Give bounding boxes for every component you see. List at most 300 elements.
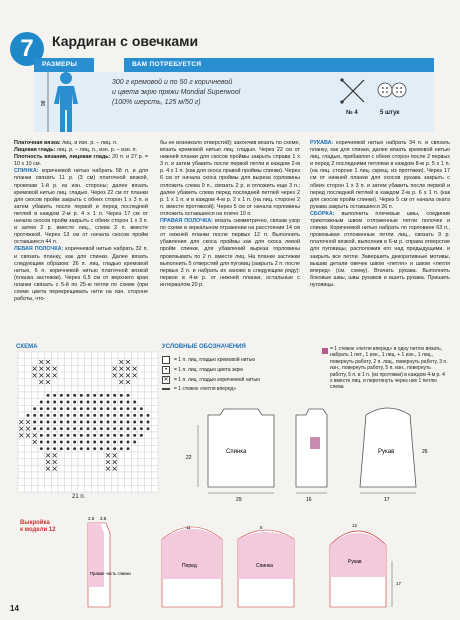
- chart-ecru-dot: [107, 414, 110, 417]
- chart-ecru-dot: [107, 434, 110, 437]
- chart-ecru-dot: [47, 421, 50, 424]
- sleeves-text: коричневой нитью набрать 34 п. и связать планку, как для спинки, далее вязать кремовой нитью лиц. гладью, прибавляя с обеих сторон после 2 первых и перед 2 последними петлями в каждом 8-м р. 5 х 1 п. (на лиц. стороне 1 лиц. скрещ. из протяжки). Через 17 см от нижней планки для скосов рукава закрыть с обеих сторон 1 х 3 п. и затем убавить после первой и перед последней петлей в каждом 2-м р. 6 х 1 п. (как для скосов пройм спинки). Через 5 см от начала окатa рукава закрыть оставшиеся 26 п.: [310, 140, 450, 210]
- chart-cell: [131, 479, 138, 486]
- chart-ecru-dot: [67, 421, 70, 424]
- sleeve-piece-label: Рукав: [348, 559, 362, 565]
- chart-ecru-dot: [67, 447, 70, 450]
- chart-cell: [78, 365, 85, 372]
- chart-ecru-dot: [47, 434, 50, 437]
- chart-cell: [138, 399, 145, 406]
- chart-cell: [98, 452, 105, 459]
- chart-cell: [58, 459, 65, 466]
- chart-ecru-dot: [60, 434, 63, 437]
- chart-ecru-dot: [120, 427, 123, 430]
- chart-cell: [105, 479, 112, 486]
- materials-header: [34, 58, 434, 72]
- chart-cell: [145, 359, 152, 366]
- chart-cell: [145, 485, 152, 492]
- chart-cell: [118, 472, 125, 479]
- chart-cell: [131, 472, 138, 479]
- model-height-label: 98: [41, 100, 47, 106]
- chart-cell: [85, 352, 92, 359]
- chart-ecru-dot: [127, 421, 130, 424]
- chart-cell: [145, 459, 152, 466]
- chart-cell: [31, 459, 38, 466]
- chart-ecru-dot: [133, 401, 136, 404]
- legend-row-brown: [162, 376, 260, 384]
- chart-cell: [65, 352, 72, 359]
- chart-cell: [105, 359, 112, 366]
- chart-cell: [65, 452, 72, 459]
- chart-cell: [145, 432, 152, 439]
- materials-tag: ВАМ ПОТРЕБУЕТСЯ: [124, 58, 434, 72]
- chart-ecru-dot: [120, 434, 123, 437]
- chart-cell: [105, 365, 112, 372]
- chart-cell: [98, 365, 105, 372]
- chart-cell: [98, 459, 105, 466]
- chart-ecru-dot: [133, 434, 136, 437]
- chart-ecru-dot: [87, 427, 90, 430]
- chart-cell: [138, 379, 145, 386]
- chart-cell: [38, 472, 45, 479]
- chart-ecru-dot: [93, 447, 96, 450]
- chart-cell: [18, 405, 25, 412]
- chart-cell: [118, 452, 125, 459]
- bobble-swatch: [322, 348, 328, 354]
- chart-cell: [138, 352, 145, 359]
- chart-cell: [138, 479, 145, 486]
- chart-cell: [125, 485, 132, 492]
- chart-cell: [91, 352, 98, 359]
- stockinette-text: лиц. р. – лиц. п., изн. р. – изн. п.: [55, 147, 138, 154]
- chart-ecru-dot: [73, 401, 76, 404]
- chart-cell: [111, 479, 118, 486]
- chart-cell: [98, 472, 105, 479]
- chart-ecru-dot: [73, 441, 76, 444]
- chart-cell: [65, 359, 72, 366]
- garter-text: лиц. и изн. р. – лиц. п.: [60, 140, 118, 146]
- chart-cell: [31, 379, 38, 386]
- chart-cell: [25, 472, 32, 479]
- chart-cell: [118, 352, 125, 359]
- chart-cell: [98, 359, 105, 366]
- chart-cell: [98, 465, 105, 472]
- chart-ecru-dot: [120, 401, 123, 404]
- chart-cell: [45, 479, 52, 486]
- chart-cell: [38, 392, 45, 399]
- chart-ecru-dot: [33, 427, 36, 430]
- chart-cell: [98, 485, 105, 492]
- chart-cell: [91, 465, 98, 472]
- chart-cell: [58, 372, 65, 379]
- chart-ecru-dot: [47, 427, 50, 430]
- chart-ecru-dot: [53, 447, 56, 450]
- chart-ecru-dot: [140, 421, 143, 424]
- chart-cell: [145, 372, 152, 379]
- chart-cell: [118, 465, 125, 472]
- chart-label: СХЕМА: [16, 344, 38, 350]
- legend-text-brown: = 1 п. лиц. гладью коричневой нитью: [174, 377, 260, 383]
- chart-ecru-dot: [67, 401, 70, 404]
- chart-cell: [78, 385, 85, 392]
- chart-ecru-dot: [127, 407, 130, 410]
- pattern-label-line-1: Выкройка: [20, 520, 50, 526]
- legend-swatch-brown: ✕: [163, 377, 169, 383]
- buttons-icon: [375, 78, 409, 102]
- chart-cell: [71, 452, 78, 459]
- chart-cell: [111, 379, 118, 386]
- chart-ecru-dot: [40, 401, 43, 404]
- chart-ecru-dot: [93, 421, 96, 424]
- chart-ecru-dot: [93, 401, 96, 404]
- chart-ecru-dot: [67, 427, 70, 430]
- chart-cell: [58, 485, 65, 492]
- chart-cell: [105, 385, 112, 392]
- chart-ecru-dot: [73, 394, 76, 397]
- chart-ecru-dot: [47, 447, 50, 450]
- chart-cell: [25, 465, 32, 472]
- chart-cell: [91, 372, 98, 379]
- chart-cell: [85, 359, 92, 366]
- chart-cell: [25, 439, 32, 446]
- chart-ecru-dot: [80, 447, 83, 450]
- chart-cell: [105, 485, 112, 492]
- chart-ecru-dot: [100, 414, 103, 417]
- chart-cell: [25, 399, 32, 406]
- chart-cell: [145, 385, 152, 392]
- chart-ecru-dot: [73, 447, 76, 450]
- chart-cell: [111, 352, 118, 359]
- chart-ecru-dot: [107, 447, 110, 450]
- chart-ecru-dot: [87, 401, 90, 404]
- chart-ecru-dot: [33, 407, 36, 410]
- chart-ecru-dot: [127, 434, 130, 437]
- chart-cell: [151, 452, 158, 459]
- chart-cell: [85, 472, 92, 479]
- chart-cell: [65, 372, 72, 379]
- chart-cell: [51, 352, 58, 359]
- chart-cell: [151, 445, 158, 452]
- chart-cell: [138, 439, 145, 446]
- chart-cell: [151, 425, 158, 432]
- chart-ecru-dot: [127, 394, 130, 397]
- chart-cell: [131, 352, 138, 359]
- chart-ecru-dot: [60, 427, 63, 430]
- instructions-column-1: [14, 140, 148, 303]
- chart-cell: [85, 459, 92, 466]
- chart-cell: [85, 465, 92, 472]
- chart-ecru-dot: [93, 427, 96, 430]
- assembly-text: выполнить плечевые швы, соединив трикотажным швом отложенные петли полочек и спинки. Коричневой нитью набрать по горловине 63 п., провязывая отложенные петли лиц., связать 9 р. платочной вязкой, выполнив в 6-м р. справа отверстие для пуговицы, расположив его над предыдущими, и закрыть все петли. Завершить декоративные мотивы, вышив детали овечек швом «петля» и швом «петля вперед» (см. схему). Втачать рукава. Выполнить боковые швы, швы рукавов и вшить рукава. Пришить пуговицы.: [310, 210, 450, 288]
- chart-ecru-dot: [73, 421, 76, 424]
- left-front-text: коричневой нитью набрать 32 п. и связать планку, как для спинки. Далее вязать следующим образом: 26 п. лиц. гладью кремовой нитью, 6 п. коричневой нитью платочной вязкой (планка застежки). Через 6,5 см от верхнего края планки связать с 5-й по 25-ю петли по схеме (при схеме цвета перекрещивать нити на изн. стороне работы, что-: [14, 246, 148, 303]
- chart-ecru-dot: [133, 407, 136, 410]
- chart-cell: [85, 485, 92, 492]
- chart-cell: [78, 472, 85, 479]
- chart-cell: [25, 405, 32, 412]
- chart-ecru-dot: [93, 414, 96, 417]
- chart-cell: [151, 379, 158, 386]
- chart-ecru-dot: [80, 394, 83, 397]
- chart-cell: [131, 392, 138, 399]
- chart-cell: [131, 485, 138, 492]
- chart-cell: [71, 459, 78, 466]
- chart-ecru-dot: [113, 394, 116, 397]
- chart-ecru-dot: [113, 401, 116, 404]
- front-width-dim: 16: [306, 497, 312, 503]
- chart-cell: [125, 459, 132, 466]
- chart-ecru-dot: [113, 447, 116, 450]
- chart-cell: [18, 385, 25, 392]
- needles-label: № 4: [346, 110, 358, 116]
- chart-cell: [91, 365, 98, 372]
- chart-cell: [91, 459, 98, 466]
- chart-cell: [31, 465, 38, 472]
- chart-ecru-dot: [53, 414, 56, 417]
- chart-cell: [111, 485, 118, 492]
- chart-cell: [51, 379, 58, 386]
- chart-cell: [78, 372, 85, 379]
- dim-5: 5: [260, 525, 263, 530]
- sleeve-height-dim: 26: [422, 449, 428, 455]
- chart-cell: [151, 365, 158, 372]
- sizes-tag: РАЗМЕРЫ: [34, 58, 94, 72]
- chart-ecru-dot: [100, 427, 103, 430]
- chart-cell: [38, 485, 45, 492]
- chart-cell: [98, 352, 105, 359]
- chart-cell: [145, 379, 152, 386]
- chart-cell: [78, 452, 85, 459]
- chart-cell: [45, 472, 52, 479]
- chart-cell: [18, 485, 25, 492]
- chart-ecru-dot: [120, 441, 123, 444]
- chart-cell: [31, 385, 38, 392]
- legend-swatch-stitch: [162, 388, 170, 390]
- chart-ecru-dot: [147, 421, 150, 424]
- chart-cell: [45, 385, 52, 392]
- chart-cell: [58, 352, 65, 359]
- chart-cell: [78, 352, 85, 359]
- chart-ecru-dot: [113, 414, 116, 417]
- chart-ecru-dot: [80, 427, 83, 430]
- chart-cell: [71, 365, 78, 372]
- chart-ecru-dot: [60, 401, 63, 404]
- garment-schematics: [178, 395, 448, 505]
- chart-cell: [45, 352, 52, 359]
- chart-cell: [138, 472, 145, 479]
- chart-cell: [145, 352, 152, 359]
- chart-cell: [25, 392, 32, 399]
- chart-cell: [85, 479, 92, 486]
- chart-ecru-dot: [53, 407, 56, 410]
- instructions-column-2: [160, 140, 300, 289]
- chart-cell: [138, 445, 145, 452]
- stockinette-label: Лицевая гладь:: [14, 147, 56, 154]
- chart-cell: [151, 479, 158, 486]
- chart-cell: [85, 379, 92, 386]
- chart-cell: [98, 379, 105, 386]
- chart-ecru-dot: [100, 434, 103, 437]
- chart-cell: [78, 465, 85, 472]
- chart-cell: [131, 465, 138, 472]
- chart-ecru-dot: [100, 447, 103, 450]
- chart-cell: [18, 372, 25, 379]
- knitting-needles-icon: [338, 76, 368, 106]
- chart-ecru-dot: [60, 407, 63, 410]
- legend-row-cream: [162, 356, 255, 364]
- chart-ecru-dot: [47, 414, 50, 417]
- dim-17: 17: [396, 581, 402, 586]
- chart-cell: [71, 352, 78, 359]
- chart-cell: [98, 372, 105, 379]
- chart-cell: [51, 385, 58, 392]
- back-width-dim: 29: [236, 497, 242, 503]
- chart-cell: [18, 439, 25, 446]
- chart-cell: [91, 485, 98, 492]
- legend-row-stitch: [162, 386, 236, 392]
- chart-cell: [25, 452, 32, 459]
- chart-cell: [51, 472, 58, 479]
- chart-cell: [151, 352, 158, 359]
- chart-cell: [38, 479, 45, 486]
- chart-ecru-dot: [87, 447, 90, 450]
- chart-ecru-dot: [93, 434, 96, 437]
- chart-cell: [138, 359, 145, 366]
- chart-cell: [58, 479, 65, 486]
- chart-cell: [65, 365, 72, 372]
- chart-cell: [91, 379, 98, 386]
- legend-swatch-cream: [162, 356, 170, 364]
- chart-ecru-dot: [40, 414, 43, 417]
- left-front-continued: бы не возникало отверстий); закончив вязать по схеме, вязать кремовой нитью лиц. гладью. Через 22 см от нижней планки для скосов проймы закрыть справа 1 х 3 п. и затем убавить после первой петли в каждом 2-м р. 4 х 1 п. (как для скоса правой проймы спинки). Через 6 см от начала скоса проймы для выреза горловины отложить слева 9 п., связать 2 р. и отложить еще 3 п.; далее убавить слева перед последней петлей через 2 р. 1 х 1 п. и в каждом 4-м р. 2 х 1 п. (на лиц. стороне 2 п. вместе протяжкой). Через 5 см от начала горловины отложить оставшиеся на плечо 10 п.: [160, 140, 300, 217]
- chart-cell: [25, 485, 32, 492]
- chart-ecru-dot: [40, 407, 43, 410]
- chart-cell: [58, 365, 65, 372]
- chart-cell: [78, 479, 85, 486]
- chart-cell: [38, 352, 45, 359]
- chart-ecru-dot: [127, 447, 130, 450]
- chart-cell: [31, 479, 38, 486]
- chart-ecru-dot: [60, 414, 63, 417]
- chart-cell: [31, 452, 38, 459]
- chart-width-label: 21 п.: [72, 494, 86, 500]
- chart-ecru-dot: [100, 394, 103, 397]
- chart-ecru-dot: [133, 421, 136, 424]
- chart-cell: [18, 459, 25, 466]
- chart-cell: [151, 472, 158, 479]
- chart-cell: [31, 472, 38, 479]
- chart-cell: [131, 459, 138, 466]
- chart-ecru-dot: [87, 441, 90, 444]
- chart-cell: [25, 372, 32, 379]
- pattern-pieces: [70, 515, 455, 610]
- chart-cell: [65, 459, 72, 466]
- sleeve-schematic-label: Рукав: [378, 449, 395, 455]
- chart-ecru-dot: [113, 441, 116, 444]
- chart-ecru-dot: [67, 434, 70, 437]
- chart-cell: [145, 465, 152, 472]
- chart-cell: [58, 385, 65, 392]
- chart-cell: [91, 452, 98, 459]
- chart-cell: [18, 399, 25, 406]
- chart-ecru-dot: [107, 421, 110, 424]
- chart-cell: [131, 359, 138, 366]
- chart-ecru-dot: [47, 441, 50, 444]
- chart-ecru-dot: [53, 441, 56, 444]
- chart-cell: [18, 472, 25, 479]
- chart-cell: [18, 379, 25, 386]
- chart-cell: [58, 472, 65, 479]
- chart-cell: [118, 485, 125, 492]
- bobble-instructions: = 1 стежок «петля вперед» и одну петлю вязать, набрать 1 пет., 1 изн., 1 лиц. + 1 изн., 1 лиц., повернуть работу, 2 п. лиц., повернуть работу, 3 п. изн., повернуть работу, 5 п. изн., повернуть работу, 5 п. в 1 п. (из протяжки) в каждом 4-м р. 4 х вместе лиц. и перетянуть через них 1 петлю слева: [330, 346, 448, 391]
- chart-cell: [138, 365, 145, 372]
- chart-cell: [38, 465, 45, 472]
- chart-cell: [71, 372, 78, 379]
- chart-cell: [71, 479, 78, 486]
- chart-cell: [151, 385, 158, 392]
- materials-line-1: 300 г кремовой и по 50 г коричневой: [112, 79, 233, 86]
- chart-cell: [51, 479, 58, 486]
- chart-ecru-dot: [100, 421, 103, 424]
- chart-cell: [125, 452, 132, 459]
- chart-ecru-dot: [113, 434, 116, 437]
- pattern-piece-label: [20, 520, 56, 534]
- chart-cell: [18, 359, 25, 366]
- materials-text: [112, 78, 322, 108]
- chart-cell: [58, 379, 65, 386]
- chart-cell: [65, 385, 72, 392]
- buttons-label: 5 штук: [380, 110, 400, 116]
- garter-label: Платочная вязка:: [14, 140, 61, 146]
- legend-text-cream: = 1 п. лиц. гладью кремовой нитью: [174, 357, 256, 363]
- dim-11: 11: [186, 525, 191, 530]
- chart-ecru-dot: [60, 447, 63, 450]
- right-front-label: ПРАВАЯ ПОЛОЧКА:: [160, 218, 213, 225]
- page-title: Кардиган с овечками: [52, 33, 199, 49]
- chart-ecru-dot: [40, 421, 43, 424]
- chart-cell: [58, 452, 65, 459]
- chart-cell: [145, 392, 152, 399]
- instructions-column-3: [310, 140, 450, 289]
- chart-cell: [25, 459, 32, 466]
- chart-cell: [138, 459, 145, 466]
- chart-ecru-dot: [80, 401, 83, 404]
- chart-ecru-dot: [73, 434, 76, 437]
- chart-ecru-dot: [133, 427, 136, 430]
- chart-cell: [151, 432, 158, 439]
- chart-cell: [125, 479, 132, 486]
- chart-ecru-dot: [127, 401, 130, 404]
- chart-cell: [125, 352, 132, 359]
- chart-ecru-dot: [113, 407, 116, 410]
- chart-ecru-dot: [127, 414, 130, 417]
- chart-cell: [31, 359, 38, 366]
- chart-cell: [18, 479, 25, 486]
- chart-ecru-dot: [67, 407, 70, 410]
- chart-cell: [31, 399, 38, 406]
- chart-cell: [98, 385, 105, 392]
- dim-12: 12: [352, 523, 358, 528]
- chart-cell: [78, 359, 85, 366]
- chart-ecru-dot: [107, 394, 110, 397]
- chart-cell: [98, 479, 105, 486]
- chart-ecru-dot: [53, 401, 56, 404]
- chart-ecru-dot: [140, 407, 143, 410]
- chart-ecru-dot: [100, 401, 103, 404]
- chart-cell: [145, 479, 152, 486]
- chart-ecru-dot: [67, 441, 70, 444]
- chart-cell: [25, 479, 32, 486]
